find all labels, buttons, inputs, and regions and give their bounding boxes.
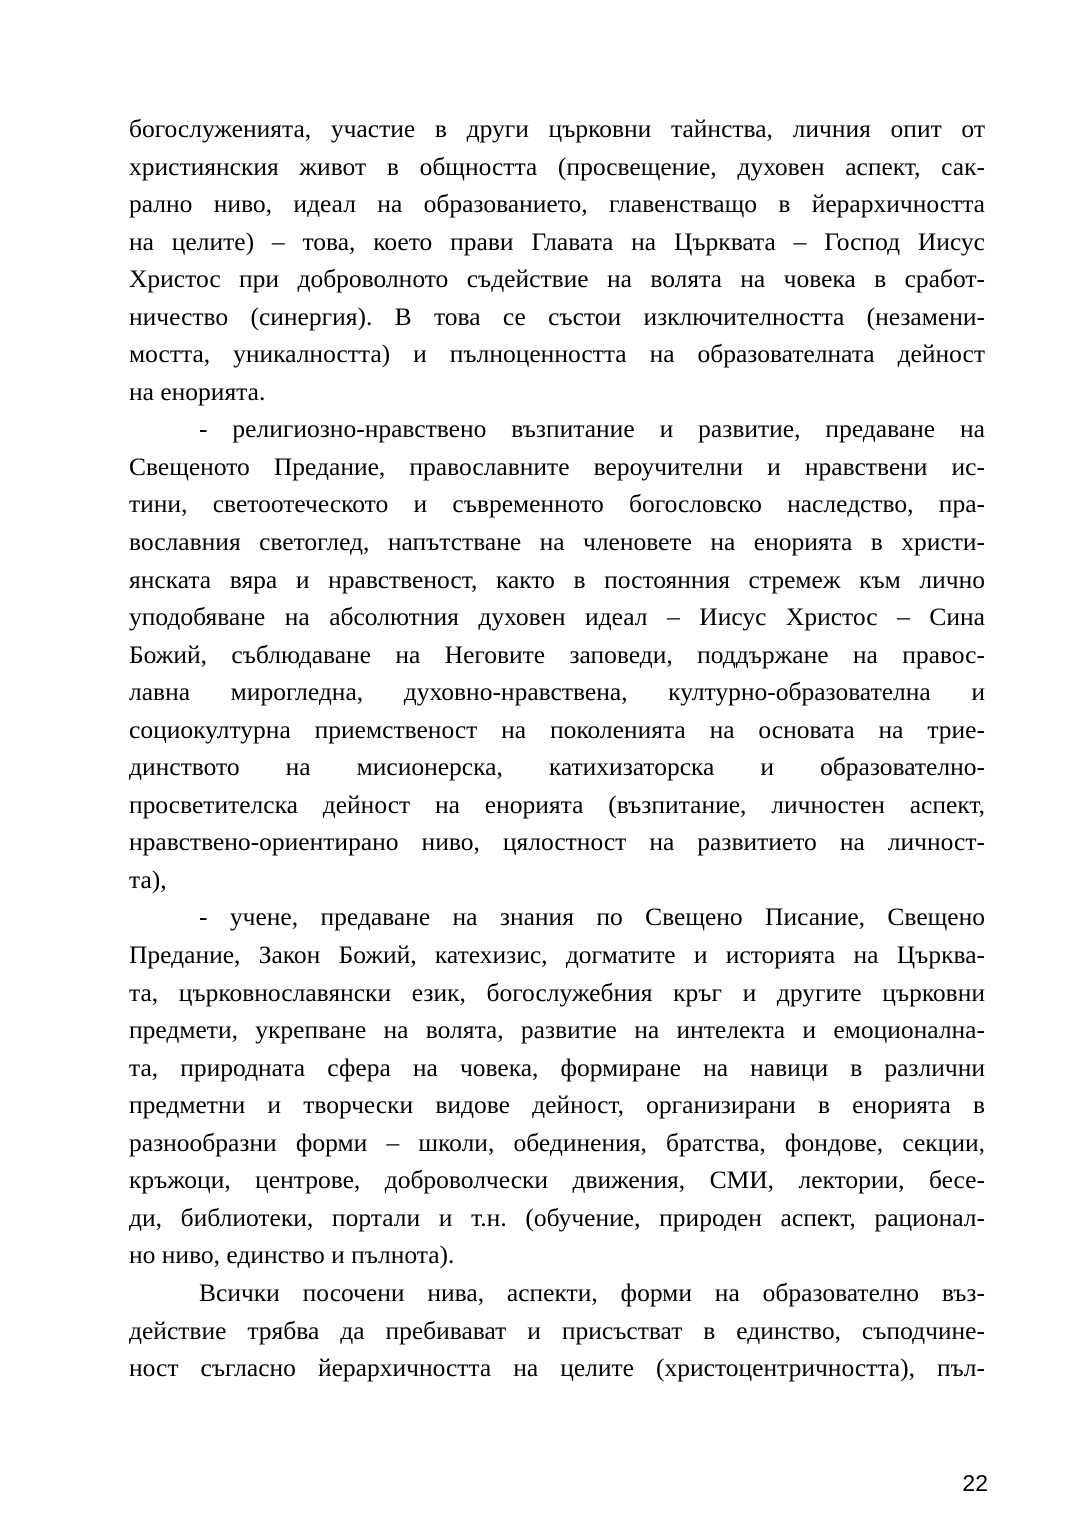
text-line: мостта, уникалността) и пълноценността на образователната дейност bbox=[129, 339, 985, 369]
text-line: янската вяра и нравственост, както в постоянния стремеж към лично bbox=[129, 564, 985, 594]
text-line-paragraph-end: та), bbox=[129, 864, 167, 894]
text-line: ничество (синергия). В това се състои изключителността (незамени- bbox=[129, 301, 985, 331]
text-line: вославния светоглед, напътстване на членовете на енорията в христи- bbox=[129, 527, 985, 557]
text-line: уподобяване на абсолютния духовен идеал – Иисус Христос – Сина bbox=[129, 602, 985, 632]
text-line: на целите) – това, което прави Главата на Църквата – Господ Иисус bbox=[129, 226, 985, 256]
text-line-list-item-start: - религиозно-нравствено възпитание и развитие, предаване на bbox=[199, 414, 985, 444]
text-line: действие трябва да пребивават и присъстват в единство, съподчине- bbox=[129, 1315, 985, 1345]
page-number: 22 bbox=[962, 1470, 988, 1496]
text-line: социокултурна приемственост на поколенията на основата на трие- bbox=[129, 714, 985, 744]
text-line: лавна мирогледна, духовно-нравствена, културно-образователна и bbox=[129, 677, 985, 707]
text-line-paragraph-end: но ниво, единство и пълнота). bbox=[129, 1240, 455, 1270]
text-line-paragraph-start: Всички посочени нива, аспекти, форми на образователно въз- bbox=[199, 1277, 985, 1307]
text-line: нравствено-ориентирано ниво, цялостност на развитието на личност- bbox=[129, 827, 985, 857]
text-line: та, природната сфера на човека, формиране на навици в различни bbox=[129, 1052, 985, 1082]
text-line-paragraph-end: на енорията. bbox=[129, 376, 266, 406]
text-line: разнообразни форми – школи, обединения, братства, фондове, секции, bbox=[129, 1127, 985, 1157]
text-line-list-item-start: - учене, предаване на знания по Свещено Писание, Свещено bbox=[199, 902, 985, 932]
text-line: динството на мисионерска, катихизаторска и образователно- bbox=[129, 752, 985, 782]
text-line: ди, библиотеки, портали и т.н. (обучение, природен аспект, рационал- bbox=[129, 1202, 985, 1232]
text-line: Божий, съблюдаване на Неговите заповеди, поддържане на правос- bbox=[129, 639, 985, 669]
text-line: Христос при доброволното съдействие на волята на човека в сработ- bbox=[129, 264, 985, 294]
text-line: кръжоци, центрове, доброволчески движения, СМИ, лектории, бесе- bbox=[129, 1165, 985, 1195]
text-line: Предание, Закон Божий, катехизис, догматите и историята на Църква- bbox=[129, 940, 985, 970]
text-line: ност съгласно йерархичността на целите (христоцентричността), пъл- bbox=[129, 1353, 985, 1383]
text-line: християнския живот в общността (просвещение, духовен аспект, сак- bbox=[129, 151, 985, 181]
text-line: просветителска дейност на енорията (възпитание, личностен аспект, bbox=[129, 789, 985, 819]
text-line: предметни и творчески видове дейност, организирани в енорията в bbox=[129, 1090, 985, 1120]
text-line: рално ниво, идеал на образованието, главенстващо в йерархичността bbox=[129, 189, 985, 219]
text-line: предмети, укрепване на волята, развитие на интелекта и емоционална- bbox=[129, 1015, 985, 1045]
text-line: Свещеното Предание, православните вероучителни и нравствени ис- bbox=[129, 451, 985, 481]
body-text bbox=[129, 110, 985, 1387]
text-line: та, църковнославянски език, богослужебния кръг и другите църковни bbox=[129, 977, 985, 1007]
text-line: тини, светоотеческото и съвременното богословско наследство, пра- bbox=[129, 489, 985, 519]
text-line: богослуженията, участие в други църковни тайнства, личния опит от bbox=[129, 114, 985, 143]
